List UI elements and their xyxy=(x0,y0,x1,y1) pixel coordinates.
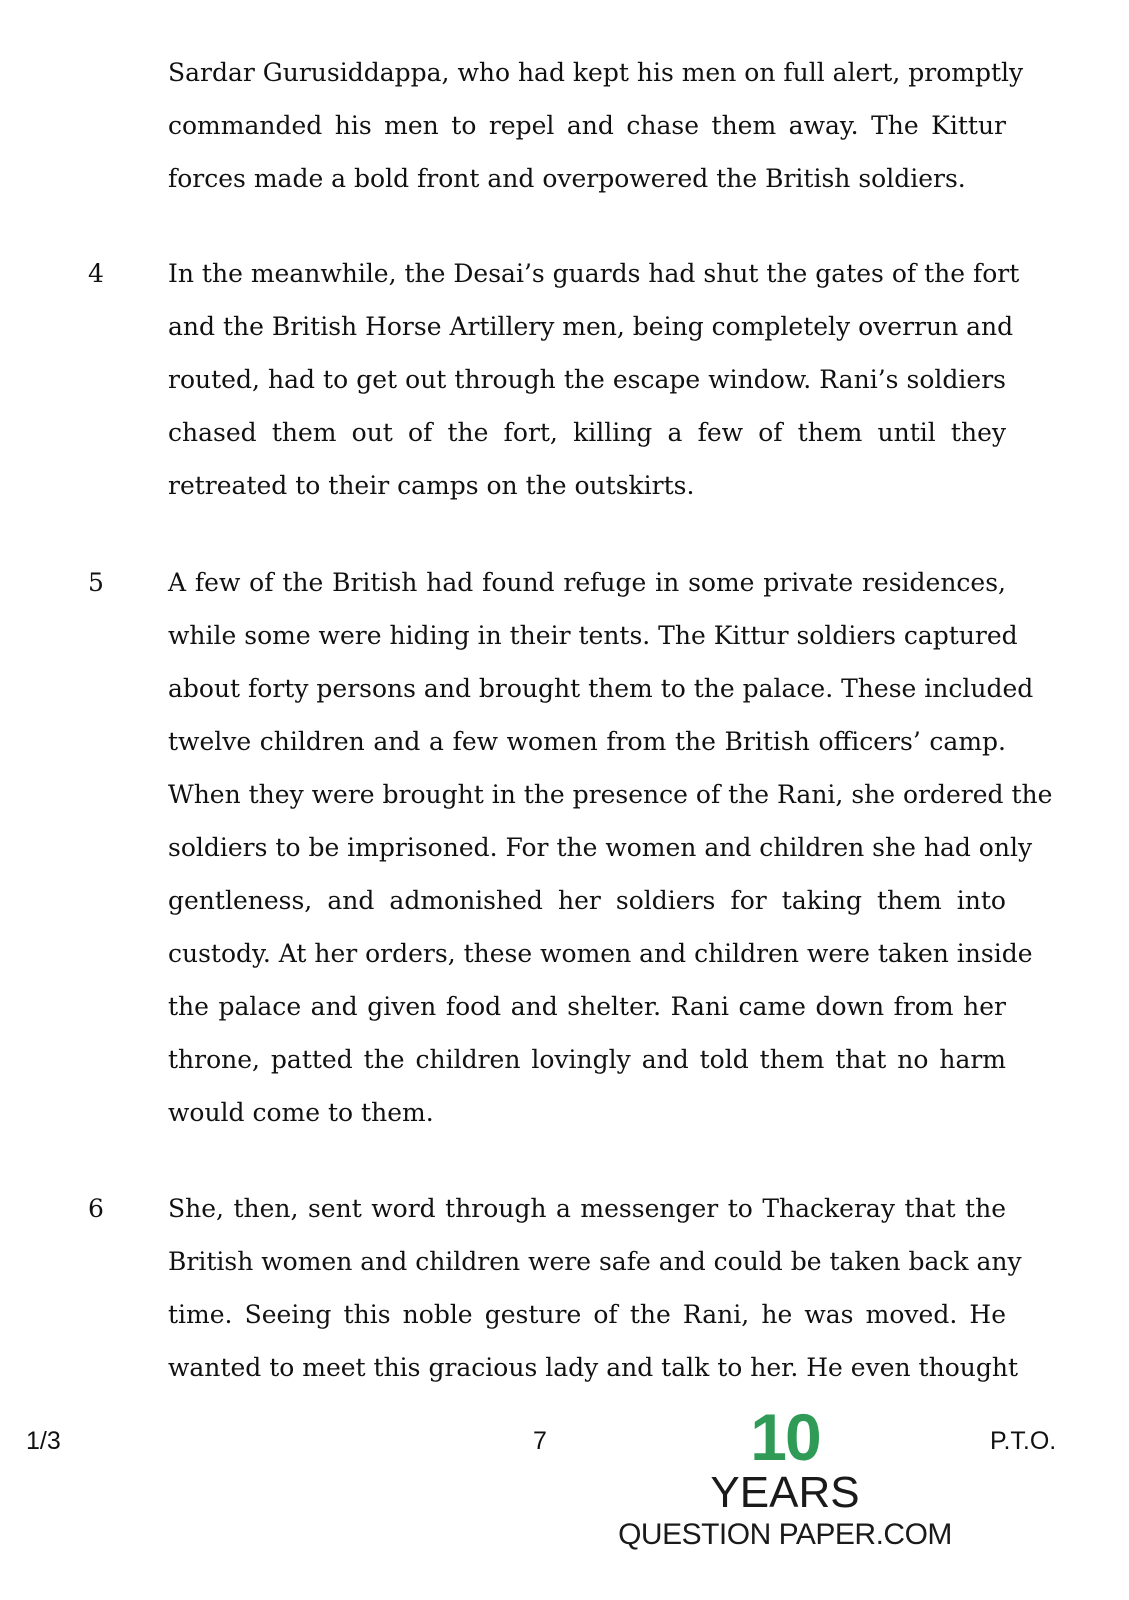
paragraph-text xyxy=(168,1182,1022,1394)
paragraph-text xyxy=(168,46,1024,205)
watermark-logo xyxy=(610,1400,960,1553)
text-line: and the British Horse Artillery men, being completely overrun and xyxy=(168,312,1014,341)
paragraph-number: 6 xyxy=(88,1194,104,1223)
watermark-years: YEARS xyxy=(710,1468,860,1517)
text-line: gentleness, and admonished her soldiers for taking them into xyxy=(168,886,1006,915)
text-line: A few of the British had found refuge in some private residences, xyxy=(168,568,1006,597)
watermark-site: QUESTION PAPER.COM xyxy=(618,1518,952,1551)
text-line: the palace and given food and shelter. Rani came down from her xyxy=(168,992,1006,1021)
text-line: would come to them. xyxy=(168,1098,434,1127)
text-line: time. Seeing this noble gesture of the Rani, he was moved. He xyxy=(168,1300,1006,1329)
text-line: forces made a bold front and overpowered the British soldiers. xyxy=(168,164,966,193)
text-line: When they were brought in the presence of the Rani, she ordered the xyxy=(168,780,1053,809)
text-line: soldiers to be imprisoned. For the women and children she had only xyxy=(168,833,1033,862)
page-set-indicator: 1/3 xyxy=(26,1427,61,1455)
watermark-number: 10 xyxy=(750,1400,820,1474)
text-line: retreated to their camps on the outskirts. xyxy=(168,471,695,500)
paragraph-text xyxy=(168,247,1020,512)
text-line: chased them out of the fort, killing a few of them until they xyxy=(168,418,1006,447)
text-line: while some were hiding in their tents. The Kittur soldiers captured xyxy=(168,621,1018,650)
text-line: commanded his men to repel and chase them away. The Kittur xyxy=(168,111,1006,140)
paragraph-number: 4 xyxy=(88,259,104,288)
text-line: British women and children were safe and could be taken back any xyxy=(168,1247,1022,1276)
text-line: She, then, sent word through a messenger to Thackeray that the xyxy=(168,1194,1006,1223)
paragraph-text xyxy=(168,556,1053,1139)
text-line: Sardar Gurusiddappa, who had kept his men on full alert, promptly xyxy=(168,58,1024,87)
text-line: about forty persons and brought them to the palace. These included xyxy=(168,674,1034,703)
text-line: routed, had to get out through the escape window. Rani’s soldiers xyxy=(168,365,1006,394)
text-line: twelve children and a few women from the British officers’ camp. xyxy=(168,727,1006,756)
text-line: wanted to meet this gracious lady and talk to her. He even thought xyxy=(168,1353,1018,1382)
text-line: custody. At her orders, these women and children were taken inside xyxy=(168,939,1033,968)
page-number: 7 xyxy=(533,1427,547,1455)
text-line: throne, patted the children lovingly and told them that no harm xyxy=(168,1045,1006,1074)
please-turn-over-note: P.T.O. xyxy=(990,1427,1057,1455)
paragraph-number: 5 xyxy=(88,568,104,597)
text-line: In the meanwhile, the Desai’s guards had shut the gates of the fort xyxy=(168,259,1020,288)
